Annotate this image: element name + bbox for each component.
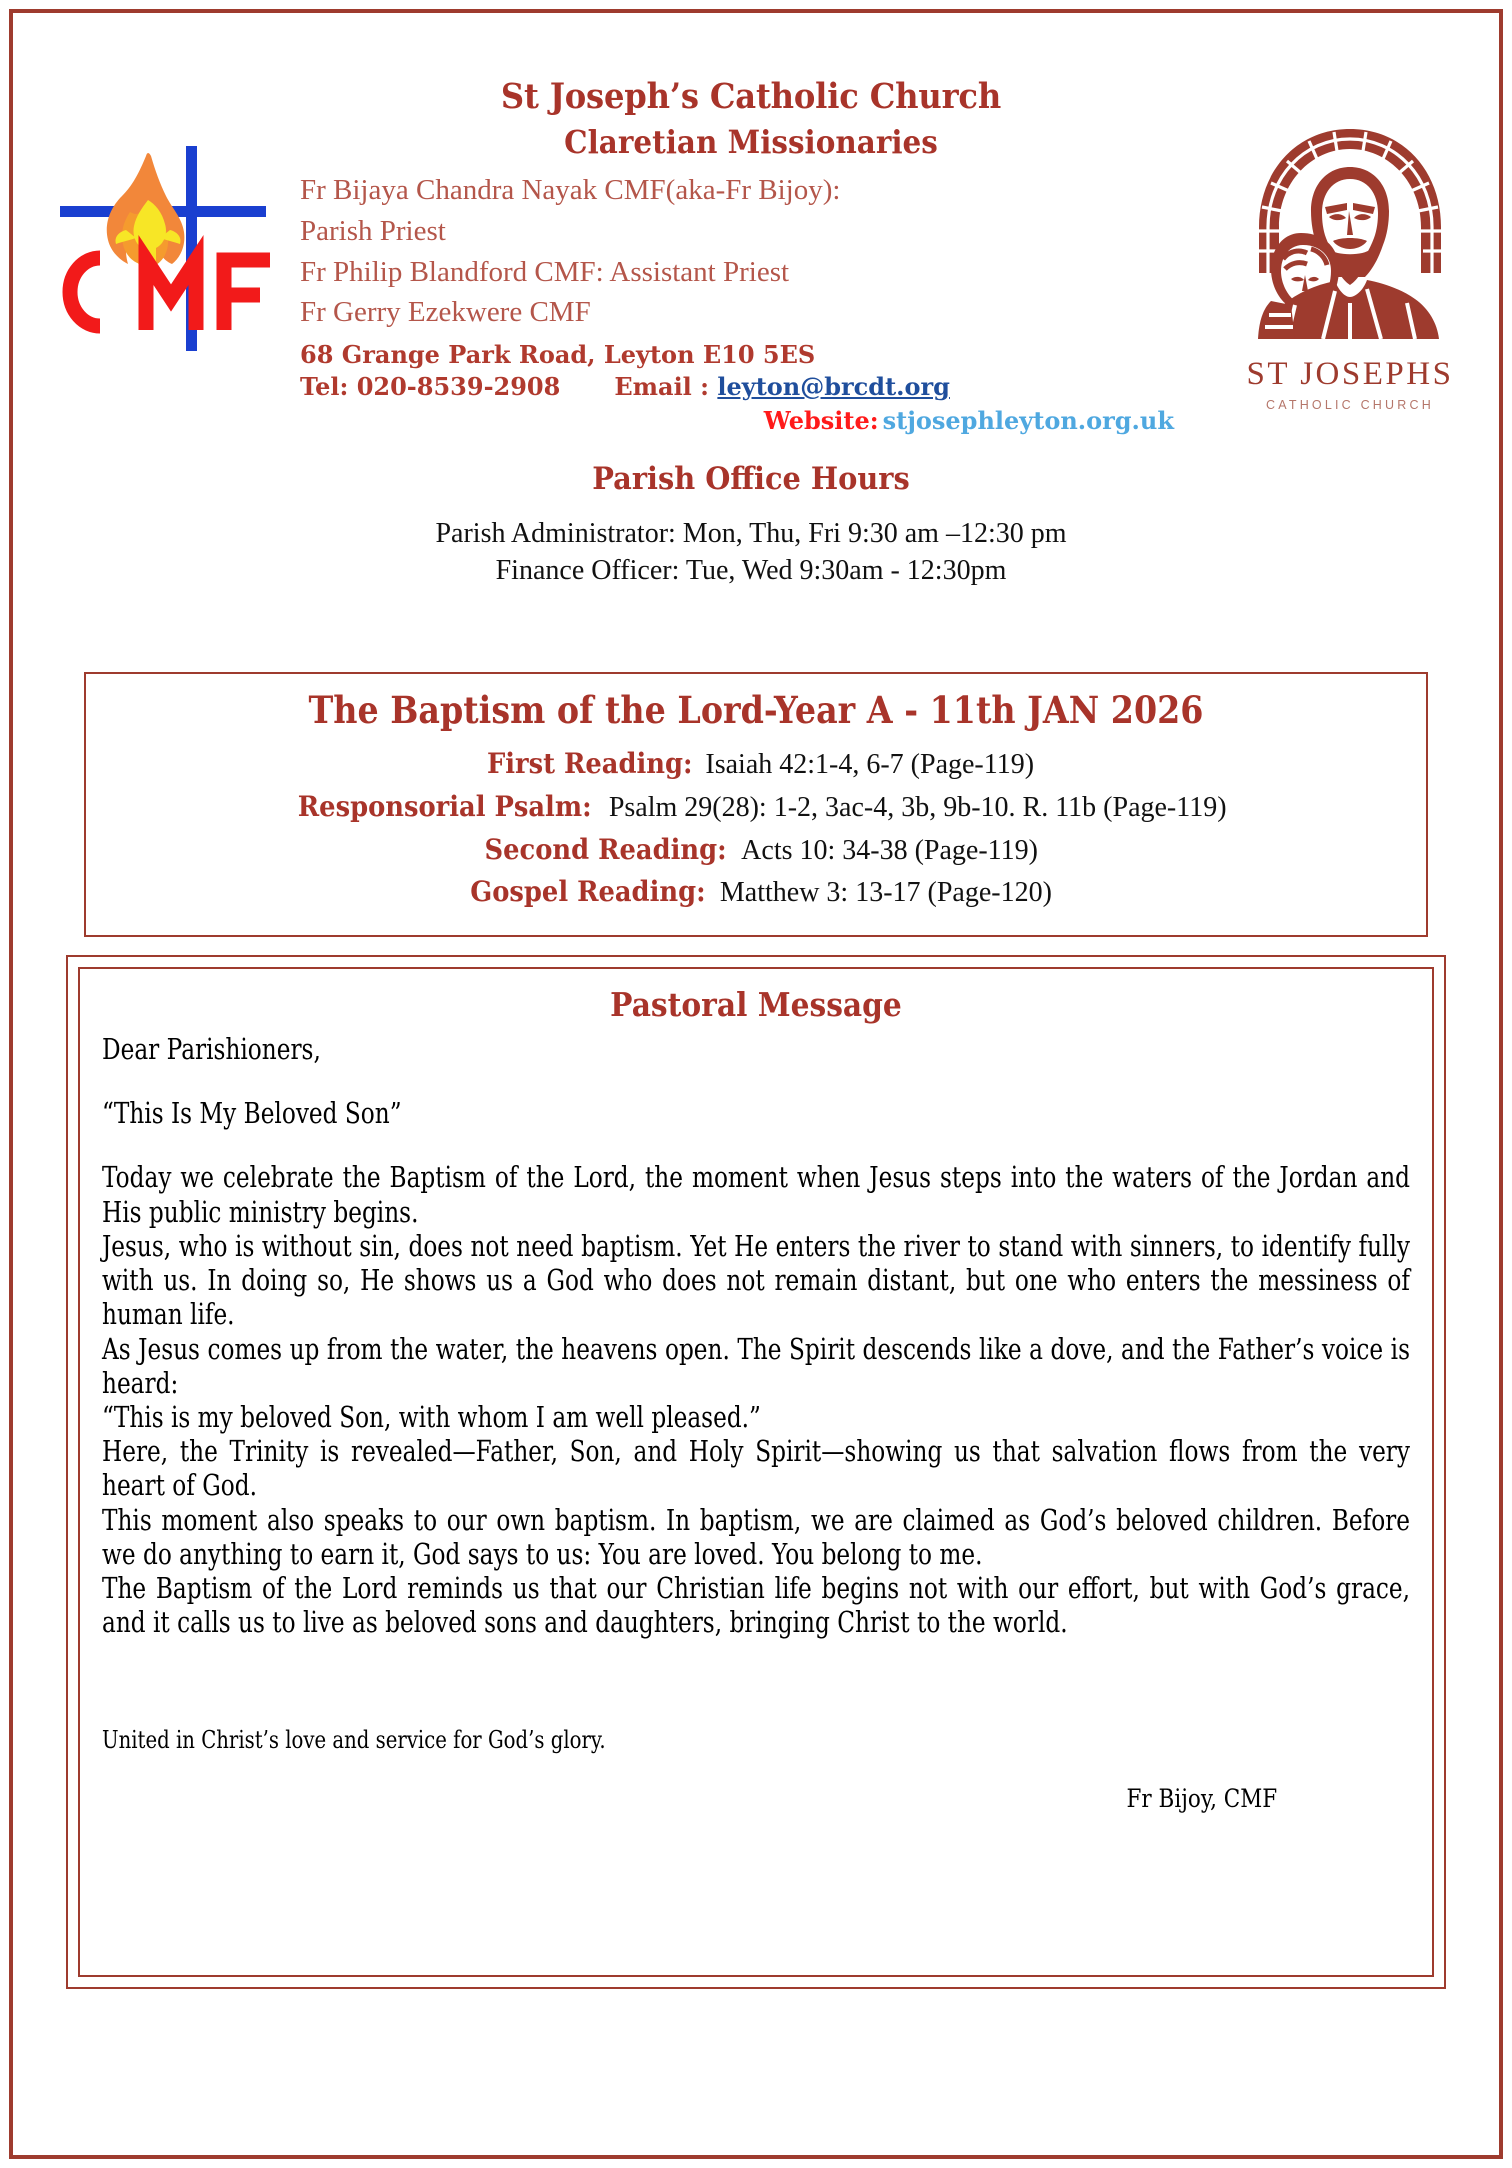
website-label: Website: <box>763 405 879 435</box>
paragraph: Today we celebrate the Baptism of the Lord, the moment when Jesus steps into the waters of the Jordan and His public ministry begins. <box>102 1160 1410 1229</box>
reading-label: Second Reading: <box>484 832 727 866</box>
readings-box <box>84 672 1428 937</box>
clergy-item: Fr Bijaya Chandra Nayak CMF(aka-Fr Bijoy): <box>300 174 841 207</box>
parish-address: 68 Grange Park Road, Leyton E10 5ES <box>300 339 816 369</box>
email-link[interactable]: leyton@brcdt.org <box>717 372 950 402</box>
pastoral-message-body <box>102 1032 1410 1640</box>
clergy-list <box>282 170 1220 332</box>
pastoral-message-title: Pastoral Message <box>610 985 902 1024</box>
cmf-logo-icon <box>38 138 276 353</box>
congregation-name: Claretian Missionaries <box>564 123 938 162</box>
reading-row <box>96 830 1416 871</box>
paragraph: As Jesus comes up from the water, the heavens open. The Spirit descends like a dove, and the Father’s voice is heard: <box>102 1331 1410 1400</box>
reading-value: Psalm 29(28): 1-2, 3ac-4, 3b, 9b-10. R. 11b (Page-119) <box>608 791 1227 823</box>
page-title: St Joseph’s Catholic Church <box>500 76 1002 117</box>
paragraph: Here, the Trinity is revealed—Father, Son, and Holy Spirit—showing us that salvation flows from the very heart of God. <box>102 1434 1410 1503</box>
email-label: Email : <box>614 372 710 402</box>
office-hours-item: Parish Administrator: Mon, Thu, Fri 9:30 am –12:30 pm <box>435 517 1067 549</box>
office-hours-title: Parish Office Hours <box>592 460 910 497</box>
st-josephs-logo-name: ST JOSEPHS <box>1246 356 1454 392</box>
newsletter-header <box>32 28 1480 668</box>
closing-line: United in Christ’s love and service for God’s glory. <box>102 1725 606 1754</box>
reading-row <box>96 787 1416 828</box>
reading-label: Responsorial Psalm: <box>298 789 593 823</box>
phone-and-email-row <box>300 371 1220 403</box>
paragraph: The Baptism of the Lord reminds us that our Christian life begins not with our effort, but with God’s grace, and it calls us to live as beloved sons and daughters, bringing Christ to the world. <box>102 1571 1410 1640</box>
st-josephs-logo-container <box>1220 28 1480 412</box>
clergy-item: Fr Gerry Ezekwere CMF <box>300 296 591 329</box>
website-row <box>300 406 1220 435</box>
clergy-item: Parish Priest <box>300 215 446 248</box>
website-link[interactable]: stjosephleyton.org.uk <box>882 405 1174 435</box>
reading-value: Matthew 3: 13-17 (Page-120) <box>719 877 1052 909</box>
paragraph: This moment also speaks to our own baptism. In baptism, we are claimed as God’s beloved children. Before we do anything to earn it, God says to us: You are loved. You belong to me. <box>102 1502 1410 1571</box>
reading-value: Acts 10: 34-38 (Page-119) <box>741 834 1038 866</box>
reading-value: Isaiah 42:1-4, 6-7 (Page-119) <box>705 749 1035 780</box>
cmf-logo-container <box>32 28 282 353</box>
st-josephs-logo-subtitle: CATHOLIC CHURCH <box>1266 398 1434 412</box>
office-hours-item: Finance Officer: Tue, Wed 9:30am - 12:30pm <box>495 555 1007 587</box>
email-row <box>614 371 950 403</box>
reading-label: Gospel Reading: <box>470 875 706 909</box>
theme-quote: “This Is My Beloved Son” <box>102 1096 402 1131</box>
paragraph: Jesus, who is without sin, does not need baptism. Yet He enters the river to stand with sinners, to identify fully with us. In doing so, He shows us a God who does not remain distant, but one who enters the messiness of human life. <box>102 1228 1410 1332</box>
reading-row <box>96 744 1416 785</box>
salutation: Dear Parishioners, <box>102 1032 321 1066</box>
signature: Fr Bijoy, CMF <box>1126 1783 1278 1813</box>
contact-block <box>282 339 1220 435</box>
st-joseph-icon <box>1235 123 1465 353</box>
clergy-item: Fr Philip Blandford CMF: Assistant Priest <box>300 255 790 288</box>
header-text-block <box>282 28 1220 590</box>
pastoral-message-box <box>66 955 1446 1989</box>
parish-telephone: Tel: 020-8539-2908 <box>300 372 561 402</box>
liturgical-day-title: The Baptism of the Lord-Year A - 11th JAN 2026 <box>308 688 1204 732</box>
reading-label: First Reading: <box>486 747 693 780</box>
office-hours-list <box>282 515 1220 591</box>
reading-row <box>96 872 1416 913</box>
paragraph: “This is my beloved Son, with whom I am well pleased.” <box>102 1399 761 1434</box>
